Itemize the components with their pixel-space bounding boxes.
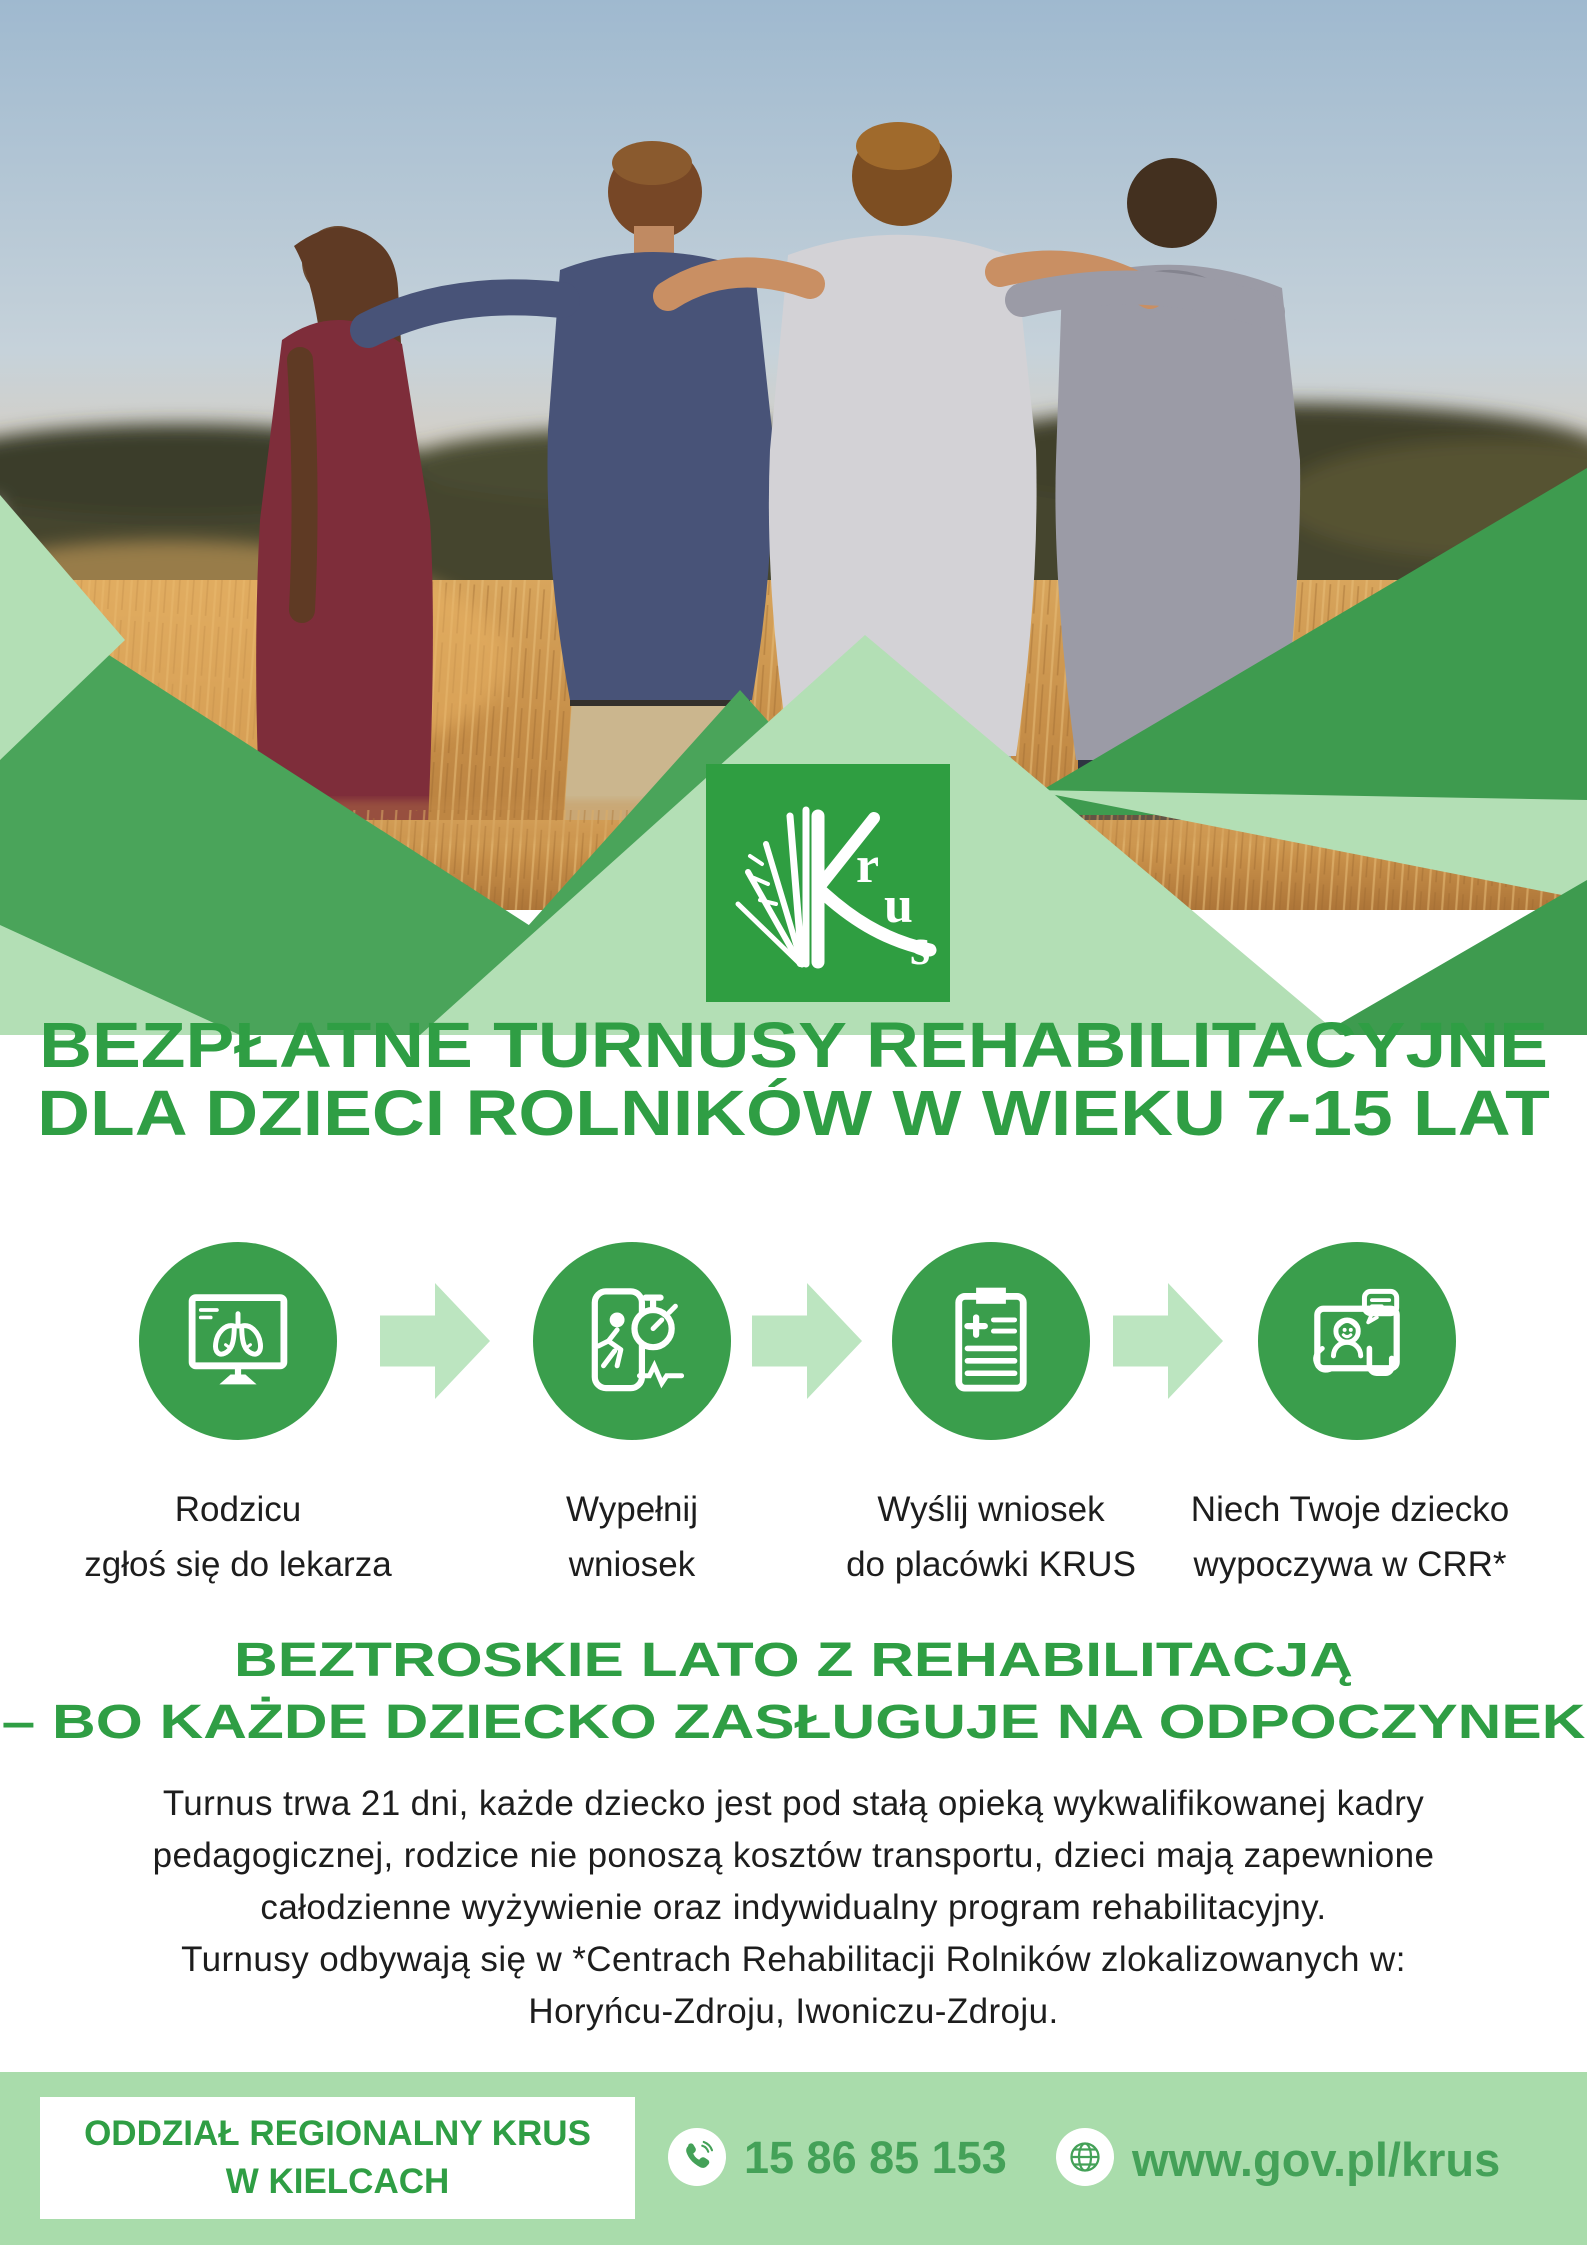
logo-letter-r: r: [856, 837, 880, 894]
body-line: pedagogicznej, rodzice nie ponoszą kosztów transportu, dzieci mają zapewnione: [152, 1836, 1435, 1875]
tablet-child-chat-icon: [1295, 1279, 1419, 1403]
page-title: [0, 1009, 1587, 1149]
title-line-2: DLA DZIECI ROLNIKÓW W WIEKU 7-15 LAT: [37, 1077, 1550, 1149]
subtitle-line-2: – BO KAŻDE DZIECKO ZASŁUGUJE NA ODPOCZYNEK: [1, 1696, 1586, 1749]
arrow-right-icon-1: [380, 1283, 490, 1399]
step-label-line: Niech Twoje dziecko: [1190, 1490, 1510, 1529]
office-line-2: W KIELCACH: [225, 2162, 450, 2201]
regional-office-box: [40, 2097, 635, 2219]
step-label-line: Wyślij wniosek: [877, 1490, 1105, 1529]
office-line-1: ODDZIAŁ REGIONALNY KRUS: [84, 2114, 591, 2153]
title-line-1: BEZPŁATNE TURNUSY REHABILITACYJNE: [39, 1009, 1548, 1081]
arrow-right-icon-2: [752, 1283, 862, 1399]
monitor-lungs-icon: [176, 1279, 300, 1403]
step-circle-send-form: [892, 1242, 1090, 1440]
logo-letter-s: s: [910, 919, 931, 976]
phone-badge: [668, 2128, 726, 2186]
subtitle-line-1: BEZTROSKIE LATO Z REHABILITACJĄ: [234, 1634, 1353, 1687]
step-label-child-rest: [1115, 1482, 1585, 1592]
step-label-line: Rodzicu: [174, 1490, 302, 1529]
body-line: Horyńcu-Zdroju, Iwoniczu-Zdroju.: [528, 1992, 1059, 2031]
website-url: www.gov.pl/krus: [1132, 2133, 1501, 2186]
subtitle: [0, 1630, 1587, 1754]
globe-icon: [1067, 2139, 1103, 2175]
medical-form-clipboard-icon: [929, 1279, 1053, 1403]
body-line: Turnus trwa 21 dni, każde dziecko jest pod stałą opieką wykwalifikowanej kadry: [162, 1784, 1425, 1823]
arrow-right-icon-3: [1113, 1283, 1223, 1399]
step-label-line: do placówki KRUS: [846, 1545, 1136, 1584]
phone-exercise-timer-icon: [570, 1279, 694, 1403]
body-paragraph: [40, 1778, 1547, 2038]
phone-number: 15 86 85 153: [744, 2132, 1007, 2183]
body-line: całodzienne wyżywienie oraz indywidualny program rehabilitacyjny.: [260, 1888, 1327, 1927]
website-badge: [1056, 2128, 1114, 2186]
step-label-line: zgłoś się do lekarza: [84, 1545, 392, 1584]
logo-letter-u: u: [884, 877, 913, 934]
step-circle-application: [533, 1242, 731, 1440]
body-line: Turnusy odbywają się w *Centrach Rehabilitacji Rolników zlokalizowanych w:: [181, 1940, 1406, 1979]
step-circle-doctor: [139, 1242, 337, 1440]
phone-icon: [679, 2139, 715, 2175]
krus-wheat-emblem: [706, 764, 950, 1002]
step-label-line: Wypełnij: [566, 1490, 698, 1529]
krus-logo: [706, 764, 950, 1002]
step-label-line: wypoczywa w CRR*: [1193, 1545, 1507, 1584]
step-label-line: wniosek: [568, 1545, 696, 1584]
step-circle-child-rest: [1258, 1242, 1456, 1440]
